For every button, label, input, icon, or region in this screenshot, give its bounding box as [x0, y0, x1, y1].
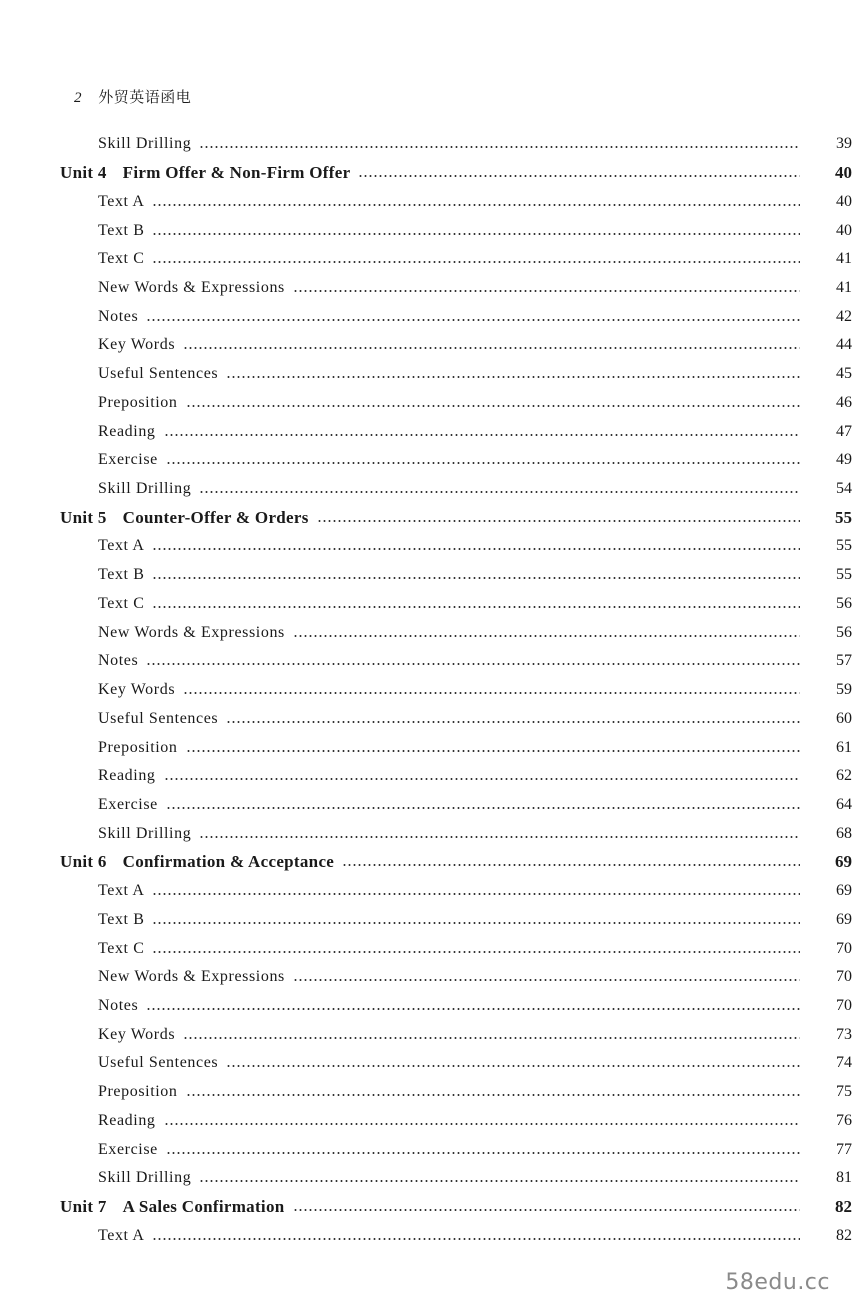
- entry-title: Preposition: [98, 1083, 178, 1101]
- dot-leader: [152, 893, 800, 895]
- page-ref: 40: [836, 221, 852, 239]
- entry-title: Notes: [98, 996, 139, 1014]
- toc-entry[interactable]: [0, 704, 852, 733]
- entry-title: Key Words: [98, 336, 176, 354]
- unit-title: [60, 163, 350, 183]
- entry-title: Text A: [98, 537, 145, 555]
- toc-entry[interactable]: [0, 331, 852, 360]
- entry-title: New Words & Expressions: [98, 278, 285, 296]
- unit-name: Confirmation & Acceptance: [122, 852, 335, 872]
- entry-title: Useful Sentences: [98, 1054, 219, 1072]
- page-ref: 39: [836, 135, 852, 153]
- entry-title: Notes: [98, 652, 139, 670]
- toc-entry[interactable]: [0, 388, 852, 417]
- dot-leader: [226, 1065, 800, 1067]
- toc-entry[interactable]: [0, 791, 852, 820]
- toc-entry[interactable]: [0, 992, 852, 1021]
- page-ref: 82: [836, 1226, 852, 1244]
- dot-leader: [164, 1123, 800, 1125]
- page-ref: 54: [836, 480, 852, 498]
- toc-entry[interactable]: [0, 819, 852, 848]
- toc-entry[interactable]: [0, 216, 852, 245]
- toc-entry[interactable]: [0, 676, 852, 705]
- toc-entry[interactable]: [0, 1164, 852, 1193]
- entry-title: Preposition: [98, 738, 178, 756]
- entry-title: Preposition: [98, 393, 178, 411]
- page-ref: 82: [835, 1197, 852, 1217]
- entry-title: Exercise: [98, 1140, 158, 1158]
- unit-number: Unit 7: [60, 1197, 107, 1217]
- entry-title: Reading: [98, 1111, 156, 1129]
- dot-leader: [146, 663, 800, 665]
- dot-leader: [152, 577, 800, 579]
- toc-entry[interactable]: [0, 618, 852, 647]
- page-ref: 69: [836, 910, 852, 928]
- entry-title: Reading: [98, 767, 156, 785]
- dot-leader: [152, 922, 800, 924]
- page-ref: 55: [836, 537, 852, 555]
- dot-leader: [164, 434, 800, 436]
- page-ref: 77: [836, 1140, 852, 1158]
- entry-title: Skill Drilling: [98, 480, 192, 498]
- unit-name: A Sales Confirmation: [122, 1197, 285, 1217]
- dot-leader: [152, 548, 800, 550]
- dot-leader: [186, 750, 801, 752]
- toc-entry[interactable]: [0, 1049, 852, 1078]
- toc-unit-heading[interactable]: [0, 1193, 852, 1222]
- entry-title: Useful Sentences: [98, 709, 219, 727]
- toc-entry[interactable]: [0, 561, 852, 590]
- toc-entry[interactable]: [0, 590, 852, 619]
- page-ref: 40: [836, 192, 852, 210]
- entry-title: Text B: [98, 566, 145, 584]
- dot-leader: [317, 520, 800, 522]
- page-ref: 45: [836, 365, 852, 383]
- page-ref: 40: [835, 163, 852, 183]
- page-ref: 61: [836, 738, 852, 756]
- page-ref: 41: [836, 278, 852, 296]
- page-ref: 55: [835, 507, 852, 527]
- toc-unit-heading[interactable]: [0, 848, 852, 877]
- entry-title: Text A: [98, 1226, 145, 1244]
- toc-entry[interactable]: [0, 1106, 852, 1135]
- dot-leader: [186, 405, 801, 407]
- unit-name: Firm Offer & Non-Firm Offer: [122, 163, 351, 183]
- toc-entry[interactable]: [0, 647, 852, 676]
- dot-leader: [152, 261, 800, 263]
- page-ref: 81: [836, 1169, 852, 1187]
- toc-entry[interactable]: [0, 446, 852, 475]
- entry-title: Key Words: [98, 1025, 176, 1043]
- toc-entry[interactable]: [0, 274, 852, 303]
- page-number: 2: [74, 90, 82, 106]
- unit-number: Unit 4: [60, 163, 107, 183]
- dot-leader: [226, 721, 800, 723]
- entry-title: Text B: [98, 221, 145, 239]
- page-ref: 56: [836, 623, 852, 641]
- page-ref: 70: [836, 968, 852, 986]
- entry-title: Skill Drilling: [98, 1169, 192, 1187]
- dot-leader: [164, 778, 800, 780]
- page-ref: 75: [836, 1083, 852, 1101]
- entry-title: Notes: [98, 307, 139, 325]
- page-ref: 68: [836, 824, 852, 842]
- unit-number: Unit 5: [60, 507, 107, 527]
- dot-leader: [152, 233, 800, 235]
- page-ref: 74: [836, 1054, 852, 1072]
- unit-name: Counter-Offer & Orders: [122, 507, 309, 527]
- entry-title: Skill Drilling: [98, 824, 192, 842]
- toc-entry[interactable]: [0, 187, 852, 216]
- toc-entry[interactable]: [0, 360, 852, 389]
- toc-entry[interactable]: [0, 934, 852, 963]
- entry-title: Reading: [98, 422, 156, 440]
- entry-title: Text C: [98, 939, 145, 957]
- toc-entry[interactable]: [0, 532, 852, 561]
- toc-entry[interactable]: [0, 1020, 852, 1049]
- page-ref: 64: [836, 795, 852, 813]
- toc-entry[interactable]: [0, 245, 852, 274]
- toc-entry[interactable]: [0, 733, 852, 762]
- dot-leader: [152, 951, 800, 953]
- toc-entry[interactable]: [0, 1221, 852, 1250]
- dot-leader: [146, 319, 800, 321]
- unit-title: [60, 1197, 285, 1217]
- toc-unit-heading[interactable]: [0, 159, 852, 188]
- page-ref: 73: [836, 1025, 852, 1043]
- entry-title: New Words & Expressions: [98, 968, 285, 986]
- toc-entry[interactable]: [0, 963, 852, 992]
- toc-unit-heading[interactable]: [0, 503, 852, 532]
- page-ref: 62: [836, 767, 852, 785]
- entry-title: Text C: [98, 250, 145, 268]
- toc-entry[interactable]: [0, 130, 852, 159]
- toc-entry[interactable]: [0, 877, 852, 906]
- dot-leader: [293, 979, 800, 981]
- dot-leader: [358, 175, 800, 177]
- unit-title: [60, 508, 309, 528]
- book-title: 外贸英语函电: [98, 90, 192, 106]
- dot-leader: [152, 1238, 800, 1240]
- dot-leader: [199, 1180, 800, 1182]
- dot-leader: [152, 606, 800, 608]
- dot-leader: [183, 347, 800, 349]
- dot-leader: [342, 864, 800, 866]
- entry-title: New Words & Expressions: [98, 623, 285, 641]
- entry-title: Exercise: [98, 795, 158, 813]
- entry-title: Key Words: [98, 681, 176, 699]
- toc-entry[interactable]: [0, 302, 852, 331]
- page-ref: 44: [836, 336, 852, 354]
- page-ref: 69: [835, 852, 852, 872]
- dot-leader: [183, 692, 800, 694]
- toc-entry[interactable]: [0, 417, 852, 446]
- page-ref: 69: [836, 882, 852, 900]
- dot-leader: [146, 1008, 800, 1010]
- page-ref: 70: [836, 996, 852, 1014]
- dot-leader: [183, 1037, 800, 1039]
- page-ref: 76: [836, 1111, 852, 1129]
- dot-leader: [226, 376, 800, 378]
- dot-leader: [293, 1209, 800, 1211]
- page-ref: 70: [836, 939, 852, 957]
- dot-leader: [166, 462, 800, 464]
- entry-title: Skill Drilling: [98, 135, 192, 153]
- page-ref: 46: [836, 393, 852, 411]
- dot-leader: [293, 290, 800, 292]
- entry-title: Text A: [98, 882, 145, 900]
- page-ref: 41: [836, 250, 852, 268]
- dot-leader: [293, 635, 800, 637]
- page-ref: 47: [836, 422, 852, 440]
- unit-number: Unit 6: [60, 852, 107, 872]
- dot-leader: [199, 146, 800, 148]
- entry-title: Text C: [98, 594, 145, 612]
- site-watermark: 58edu.cc: [725, 1270, 830, 1295]
- dot-leader: [186, 1094, 801, 1096]
- entry-title: Text A: [98, 192, 145, 210]
- page-ref: 56: [836, 594, 852, 612]
- page-ref: 60: [836, 709, 852, 727]
- page-ref: 49: [836, 451, 852, 469]
- page-ref: 57: [836, 652, 852, 670]
- toc-entry[interactable]: [0, 475, 852, 504]
- entry-title: Useful Sentences: [98, 365, 219, 383]
- page-ref: 42: [836, 307, 852, 325]
- dot-leader: [166, 1152, 800, 1154]
- toc-entry[interactable]: [0, 1135, 852, 1164]
- running-header: [74, 86, 191, 107]
- dot-leader: [199, 491, 800, 493]
- entry-title: Text B: [98, 910, 145, 928]
- entry-title: Exercise: [98, 451, 158, 469]
- dot-leader: [166, 807, 800, 809]
- page-ref: 55: [836, 566, 852, 584]
- toc-entry[interactable]: [0, 905, 852, 934]
- dot-leader: [199, 836, 800, 838]
- toc-entry[interactable]: [0, 762, 852, 791]
- page-ref: 59: [836, 681, 852, 699]
- unit-title: [60, 852, 334, 872]
- dot-leader: [152, 204, 800, 206]
- toc-entry[interactable]: [0, 1078, 852, 1107]
